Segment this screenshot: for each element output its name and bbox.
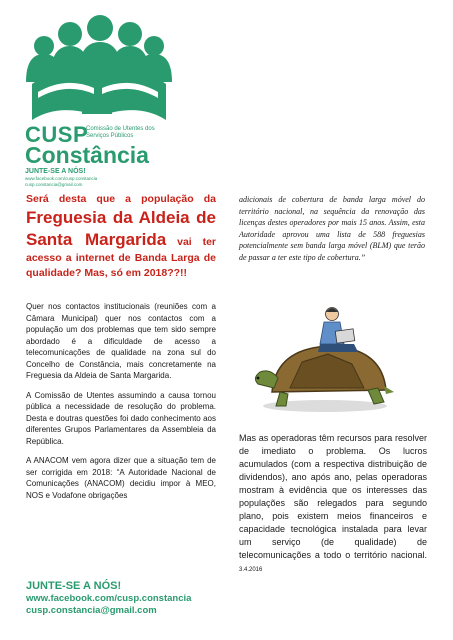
headline-part2: vai ter acesso a internet de Banda Larga de qualidade? Mas, só em 2018??!! [26, 236, 217, 279]
brand-subtitle: Comissão de Utentes dos Serviços Públicos [86, 126, 155, 139]
footer-email-link[interactable]: cusp.constancia@gmail.com [26, 605, 157, 616]
brand-name: CUSP [25, 122, 89, 147]
footer [26, 580, 191, 617]
people-group-icon [22, 10, 172, 122]
logo-email-link[interactable]: cusp.constancia@gmail.com [25, 182, 83, 187]
footer-join: JUNTE-SE A NÓS! [26, 580, 122, 592]
brand-town: Constância [25, 142, 149, 168]
headline [26, 192, 216, 281]
turtle-laptop-illustration [250, 302, 400, 414]
paragraph-2: A Comissão de Utentes assumindo a causa tornou pública a necessidade de resolução do problema. Desta e doutras questões foi dado conhecimento aos diferentes Grupos Parlamentares da Assembleia da República. [26, 390, 216, 446]
cusp-logo [22, 10, 172, 187]
logo-join-text: JUNTE-SE A NÓS! [25, 168, 86, 175]
paragraph-1: Quer nos contactos institucionais (reuniões com a Câmara Municipal) quer nos contactos com a população um dos problemas que tem sido sempre abordado é a dificuldade de acesso a telecomunicações de qualidade na zona sul do Concelho de Constância, mais concretamente na Freguesia da Aldeia de Santa Margarida. [26, 302, 216, 380]
headline-highlight: Freguesia da Aldeia de Santa Margarida [26, 208, 216, 249]
article-date: 3.4.2016 [239, 567, 263, 573]
left-column [26, 192, 216, 509]
headline-part1: Será desta que a população da [26, 193, 216, 205]
logo-facebook-link[interactable]: www.facebook.com/cusp.constancia [25, 176, 98, 181]
footer-facebook-link[interactable]: www.facebook.com/cusp.constancia [26, 593, 192, 604]
turtle-icon [250, 302, 400, 414]
right-main-text: Mas as operadoras têm recursos para resolver de imediato o problema. Os lucros acumulados (com a respectiva distribuição de dividendos), ano após ano, pelas operadoras mostram à evidência que os interesses das populações são relegados para segundo plano, pois existem meios financeiros e capacidade tecnológica instalada para levar um serviço (de qualidade) de telecomunicações a todo o território nacional. [239, 433, 427, 560]
right-column-quote [239, 194, 425, 263]
right-column-main [239, 432, 427, 577]
anacom-quote: adicionais de cobertura de banda larga móvel do território nacional, na sequência da renovação das licenças destes operadores por mais 15 anos. Assim, esta Autoridade aprovou uma lista de 588 freguesias potencialmente sem banda larga móvel (BLM) que terão de passar a ter este tipo de cobertura.” [239, 195, 425, 262]
paragraph-3: A ANACOM vem agora dizer que a situação tem de ser corrigida em 2018: “A Autoridade Nacional de Comunicações (ANACOM) decidiu impor à MEO, NOS e Vodafone obrigações [26, 456, 216, 500]
right-main-paragraph [239, 432, 427, 577]
